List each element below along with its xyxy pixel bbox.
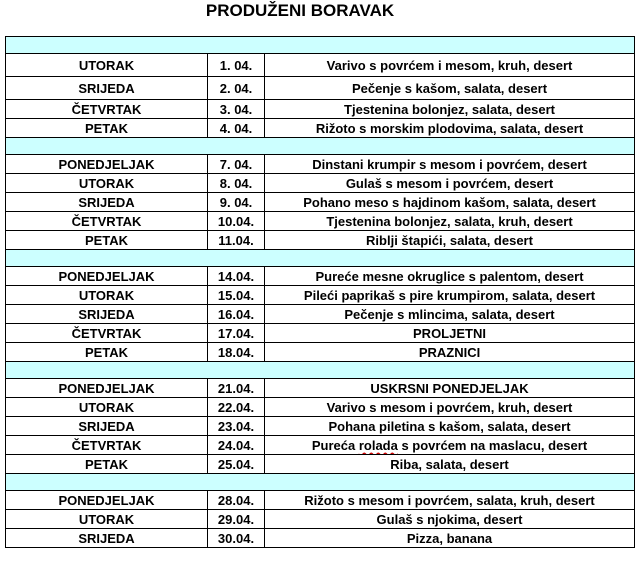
meal-cell: Rižoto s morskim plodovima, salata, desert — [265, 119, 635, 138]
table-row — [6, 529, 635, 548]
day-cell: PETAK — [6, 119, 208, 138]
table-row — [6, 54, 635, 77]
table-row — [6, 193, 635, 212]
day-cell: SRIJEDA — [6, 417, 208, 436]
table-row — [6, 100, 635, 119]
date-cell: 16.04. — [208, 305, 265, 324]
day-cell: ČETVRTAK — [6, 324, 208, 343]
date-cell: 24.04. — [208, 436, 265, 455]
table-row — [6, 379, 635, 398]
meal-cell: PROLJETNI — [265, 324, 635, 343]
day-cell: SRIJEDA — [6, 193, 208, 212]
day-cell: PONEDJELJAK — [6, 491, 208, 510]
date-cell: 4. 04. — [208, 119, 265, 138]
date-cell: 10.04. — [208, 212, 265, 231]
date-cell: 15.04. — [208, 286, 265, 305]
day-cell: UTORAK — [6, 398, 208, 417]
day-cell: UTORAK — [6, 54, 208, 77]
table-row — [6, 119, 635, 138]
week-separator-cell — [6, 474, 635, 491]
meal-text-part: s povrćem na maslacu, desert — [397, 437, 588, 453]
day-cell: SRIJEDA — [6, 529, 208, 548]
week-separator-row — [6, 250, 635, 267]
table-row — [6, 491, 635, 510]
meal-cell: Tjestenina bolonjez, salata, kruh, desert — [265, 212, 635, 231]
table-row — [6, 267, 635, 286]
table-row — [6, 174, 635, 193]
meal-cell: Pečenje s mlincima, salata, desert — [265, 305, 635, 324]
day-cell: PETAK — [6, 343, 208, 362]
week-separator-row — [6, 138, 635, 155]
meal-cell: Varivo s mesom i povrćem, kruh, desert — [265, 398, 635, 417]
table-row — [6, 417, 635, 436]
date-cell: 25.04. — [208, 455, 265, 474]
meal-cell: Pohano meso s hajdinom kašom, salata, desert — [265, 193, 635, 212]
date-cell: 18.04. — [208, 343, 265, 362]
week-separator-row — [6, 37, 635, 54]
meal-cell: Pizza, banana — [265, 529, 635, 548]
date-cell: 29.04. — [208, 510, 265, 529]
date-cell: 2. 04. — [208, 77, 265, 100]
meal-cell: Riblji štapići, salata, desert — [265, 231, 635, 250]
date-cell: 3. 04. — [208, 100, 265, 119]
day-cell: UTORAK — [6, 286, 208, 305]
date-cell: 28.04. — [208, 491, 265, 510]
meal-cell — [265, 436, 635, 455]
day-cell: ČETVRTAK — [6, 436, 208, 455]
week-separator-row — [6, 474, 635, 491]
day-cell: PONEDJELJAK — [6, 379, 208, 398]
meal-cell: Dinstani krumpir s mesom i povrćem, desert — [265, 155, 635, 174]
table-row — [6, 212, 635, 231]
meal-cell: Rižoto s mesom i povrćem, salata, kruh, desert — [265, 491, 635, 510]
table-row — [6, 286, 635, 305]
meal-cell: Pohana piletina s kašom, salata, desert — [265, 417, 635, 436]
day-cell: PETAK — [6, 231, 208, 250]
table-row — [6, 77, 635, 100]
week-separator-row — [6, 362, 635, 379]
day-cell: PONEDJELJAK — [6, 267, 208, 286]
table-row — [6, 455, 635, 474]
meal-cell: USKRSNI PONEDJELJAK — [265, 379, 635, 398]
table-row — [6, 343, 635, 362]
day-cell: PONEDJELJAK — [6, 155, 208, 174]
table-row — [6, 324, 635, 343]
meal-cell: Riba, salata, desert — [265, 455, 635, 474]
meal-cell: PRAZNICI — [265, 343, 635, 362]
table-row — [6, 231, 635, 250]
day-cell: UTORAK — [6, 174, 208, 193]
meal-schedule-body — [6, 37, 635, 548]
date-cell: 1. 04. — [208, 54, 265, 77]
week-separator-cell — [6, 138, 635, 155]
week-separator-cell — [6, 250, 635, 267]
day-cell: ČETVRTAK — [6, 100, 208, 119]
week-separator-cell — [6, 37, 635, 54]
page-title: PRODUŽENI BORAVAK — [205, 1, 395, 20]
date-cell: 8. 04. — [208, 174, 265, 193]
date-cell: 17.04. — [208, 324, 265, 343]
meal-cell: Pečenje s kašom, salata, desert — [265, 77, 635, 100]
date-cell: 21.04. — [208, 379, 265, 398]
day-cell: SRIJEDA — [6, 305, 208, 324]
meal-text-part: Pureća — [311, 437, 359, 453]
day-cell: UTORAK — [6, 510, 208, 529]
meal-schedule-table — [5, 36, 635, 548]
meal-cell: Gulaš s njokima, desert — [265, 510, 635, 529]
table-row — [6, 305, 635, 324]
meal-cell: Pileći paprikaš s pire krumpirom, salata, desert — [265, 286, 635, 305]
date-cell: 30.04. — [208, 529, 265, 548]
day-cell: ČETVRTAK — [6, 212, 208, 231]
meal-cell: Varivo s povrćem i mesom, kruh, desert — [265, 54, 635, 77]
spellcheck-flagged-word: rolada — [358, 437, 398, 453]
week-separator-cell — [6, 362, 635, 379]
table-row — [6, 510, 635, 529]
date-cell: 14.04. — [208, 267, 265, 286]
date-cell: 22.04. — [208, 398, 265, 417]
table-row — [6, 155, 635, 174]
day-cell: SRIJEDA — [6, 77, 208, 100]
meal-cell: Gulaš s mesom i povrćem, desert — [265, 174, 635, 193]
meal-cell: Tjestenina bolonjez, salata, desert — [265, 100, 635, 119]
day-cell: PETAK — [6, 455, 208, 474]
date-cell: 9. 04. — [208, 193, 265, 212]
meal-cell: Pureće mesne okruglice s palentom, desert — [265, 267, 635, 286]
table-row — [6, 436, 635, 455]
date-cell: 11.04. — [208, 231, 265, 250]
date-cell: 7. 04. — [208, 155, 265, 174]
table-row — [6, 398, 635, 417]
date-cell: 23.04. — [208, 417, 265, 436]
